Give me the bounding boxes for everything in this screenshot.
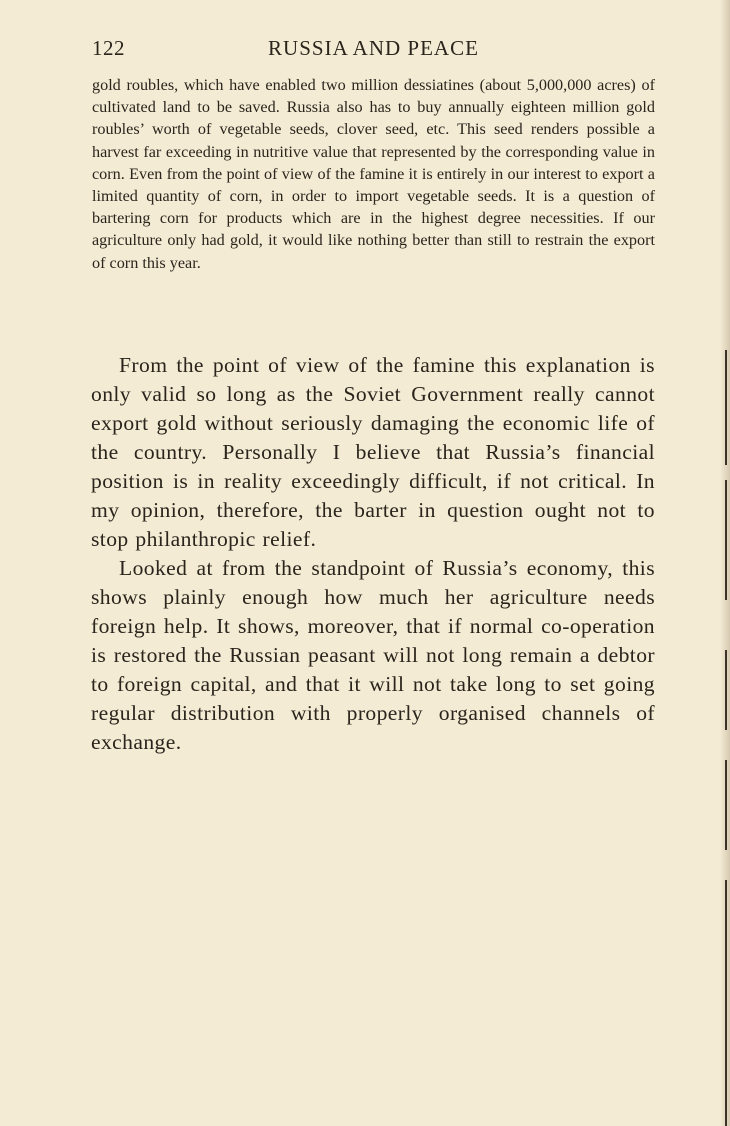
page-header [92,36,655,62]
page-edge-line [725,760,727,850]
page-edge-line [725,350,727,465]
page-edge-line [725,480,727,600]
page-edge-line [725,880,727,1020]
paragraph: Looked at from the standpoint of Russia’s economy, this shows plainly enough how much her agriculture needs foreign help. It shows, moreover, that if normal co-operation is restored the Russian peasant will not long remain a debtor to foreign capital, and that it will not take long to set going regular distribution with properly organised channels of exchange. [91,556,655,754]
running-title: RUSSIA AND PEACE [268,36,479,60]
page-edge-line [725,1020,727,1126]
quoted-passage: gold roubles, which have enabled two million dessiatines (about 5,000,000 acres) of cultivated land to be saved. Russia also has to buy annually eighteen million gold roubles’ worth of vegetable seeds, clover seed, etc. This seed renders possible a harvest far exceeding in nutritive value that represented by the corresponding value in corn. Even from the point of view of the famine it is entirely in our interest to export a limited quantity of corn, in order to import vegetable seeds. It is a question of bartering corn for products which are in the highest degree necessities. If our agriculture only had gold, it would like nothing better than still to restrain the export of corn this year. [92,76,655,272]
page-number: 122 [92,36,125,60]
body-text [91,351,655,757]
page-edge-line [725,650,727,730]
paragraph: From the point of view of the famine this explanation is only valid so long as the Soviet Government really cannot export gold without seriously damaging the economic life of the country. Personally I believe that Russia’s financial position is in reality exceedingly difficult, if not critical. In my opinion, therefore, the barter in question ought not to stop philanthropic relief. [91,353,655,551]
